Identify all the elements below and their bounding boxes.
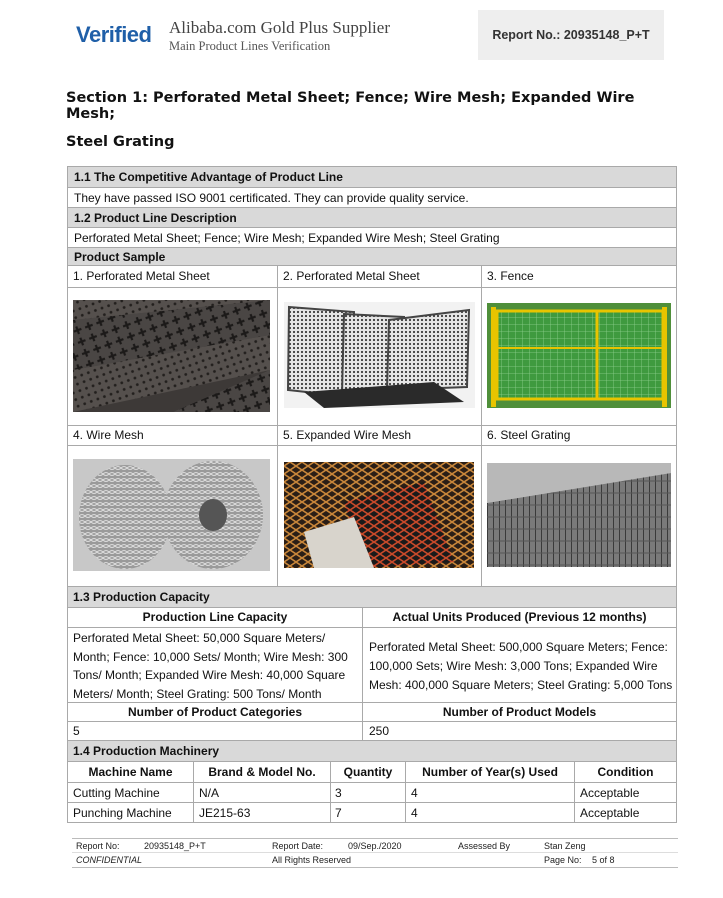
s11-heading: 1.1 The Competitive Advantage of Product Line	[68, 166, 676, 188]
s12-text: Perforated Metal Sheet; Fence; Wire Mesh; Expanded Wire Mesh; Steel Grating	[68, 228, 676, 248]
categories-header: Number of Product Categories	[127, 705, 303, 719]
perforated-sheet-image-1	[73, 300, 270, 412]
col-brand-model: Brand & Model No.	[208, 765, 316, 779]
capacity-header: Production Line Capacity	[142, 610, 288, 624]
report-number: Report No.: 20935148_P+T	[492, 28, 650, 42]
header-title: Alibaba.com Gold Plus Supplier	[169, 18, 390, 37]
footer-rights: All Rights Reserved	[272, 855, 352, 865]
models-header: Number of Product Models	[442, 705, 597, 719]
col-quantity: Quantity	[343, 765, 393, 779]
report-number-box	[478, 10, 664, 60]
categories-value: 5	[73, 724, 80, 738]
col-condition: Condition	[597, 765, 654, 779]
capacity-text: Perforated Metal Sheet: 50,000 Square Meters/ Month; Fence: 10,000 Sets/ Month; Wire Mesh: 300 Tons/ Month; Expanded Wire Mesh: 40,000 Square Meters/ Month; Steel Grating: 500 Tons/ Month	[73, 631, 348, 701]
sample-label-1: 1. Perforated Metal Sheet	[73, 269, 210, 283]
sample-label-6: 6. Steel Grating	[487, 428, 571, 442]
footer-report-value: 20935148_P+T	[144, 841, 206, 851]
steel-grating-image	[487, 463, 671, 567]
footer-date-label: Report Date:	[272, 841, 324, 851]
sample-label-4: 4. Wire Mesh	[73, 428, 144, 442]
s12-heading: 1.2 Product Line Description	[68, 208, 676, 228]
header-subtitle: Main Product Lines Verification	[169, 39, 331, 53]
footer-page-label: Page No:	[544, 855, 582, 865]
section-title-line1: Section 1: Perforated Metal Sheet; Fence; Wire Mesh; Expanded Wire Mesh;	[66, 90, 635, 122]
models-value: 250	[369, 724, 390, 738]
verified-logo: Verified	[76, 22, 152, 47]
section-title-line2: Steel Grating	[66, 134, 175, 150]
expanded-mesh-image	[284, 462, 474, 568]
footer-report-label: Report No:	[76, 841, 120, 851]
actual-units-header: Actual Units Produced (Previous 12 months)	[392, 610, 647, 624]
footer-date-value: 09/Sep./2020	[348, 841, 402, 851]
sample-label-3: 3. Fence	[487, 269, 534, 283]
s11-text: They have passed ISO 9001 certificated. They can provide quality service.	[68, 188, 676, 208]
fence-image	[487, 303, 671, 408]
samples-heading: Product Sample	[68, 248, 676, 266]
s14-heading: 1.4 Production Machinery	[68, 741, 676, 761]
actual-units-text: Perforated Metal Sheet: 500,000 Square Meters; Fence: 100,000 Sets; Wire Mesh: 3,000 Tons; Expanded Wire Mesh: 400,000 Square Meters; Steel Grating: 5,000 Tons	[369, 640, 673, 692]
footer-assessed-value: Stan Zeng	[544, 841, 586, 851]
s13-heading: 1.3 Production Capacity	[68, 587, 676, 607]
wire-mesh-image	[73, 459, 270, 571]
sample-label-5: 5. Expanded Wire Mesh	[283, 428, 412, 442]
sample-label-2: 2. Perforated Metal Sheet	[283, 269, 420, 283]
footer-page-value: 5 of 8	[592, 855, 615, 865]
footer-assessed-label: Assessed By	[458, 841, 511, 851]
col-machine-name: Machine Name	[88, 765, 173, 779]
perforated-sheet-image-2	[284, 302, 475, 408]
page-footer	[72, 838, 678, 868]
footer-confidential: CONFIDENTIAL	[76, 855, 143, 865]
col-years-used: Number of Year(s) Used	[422, 765, 558, 779]
